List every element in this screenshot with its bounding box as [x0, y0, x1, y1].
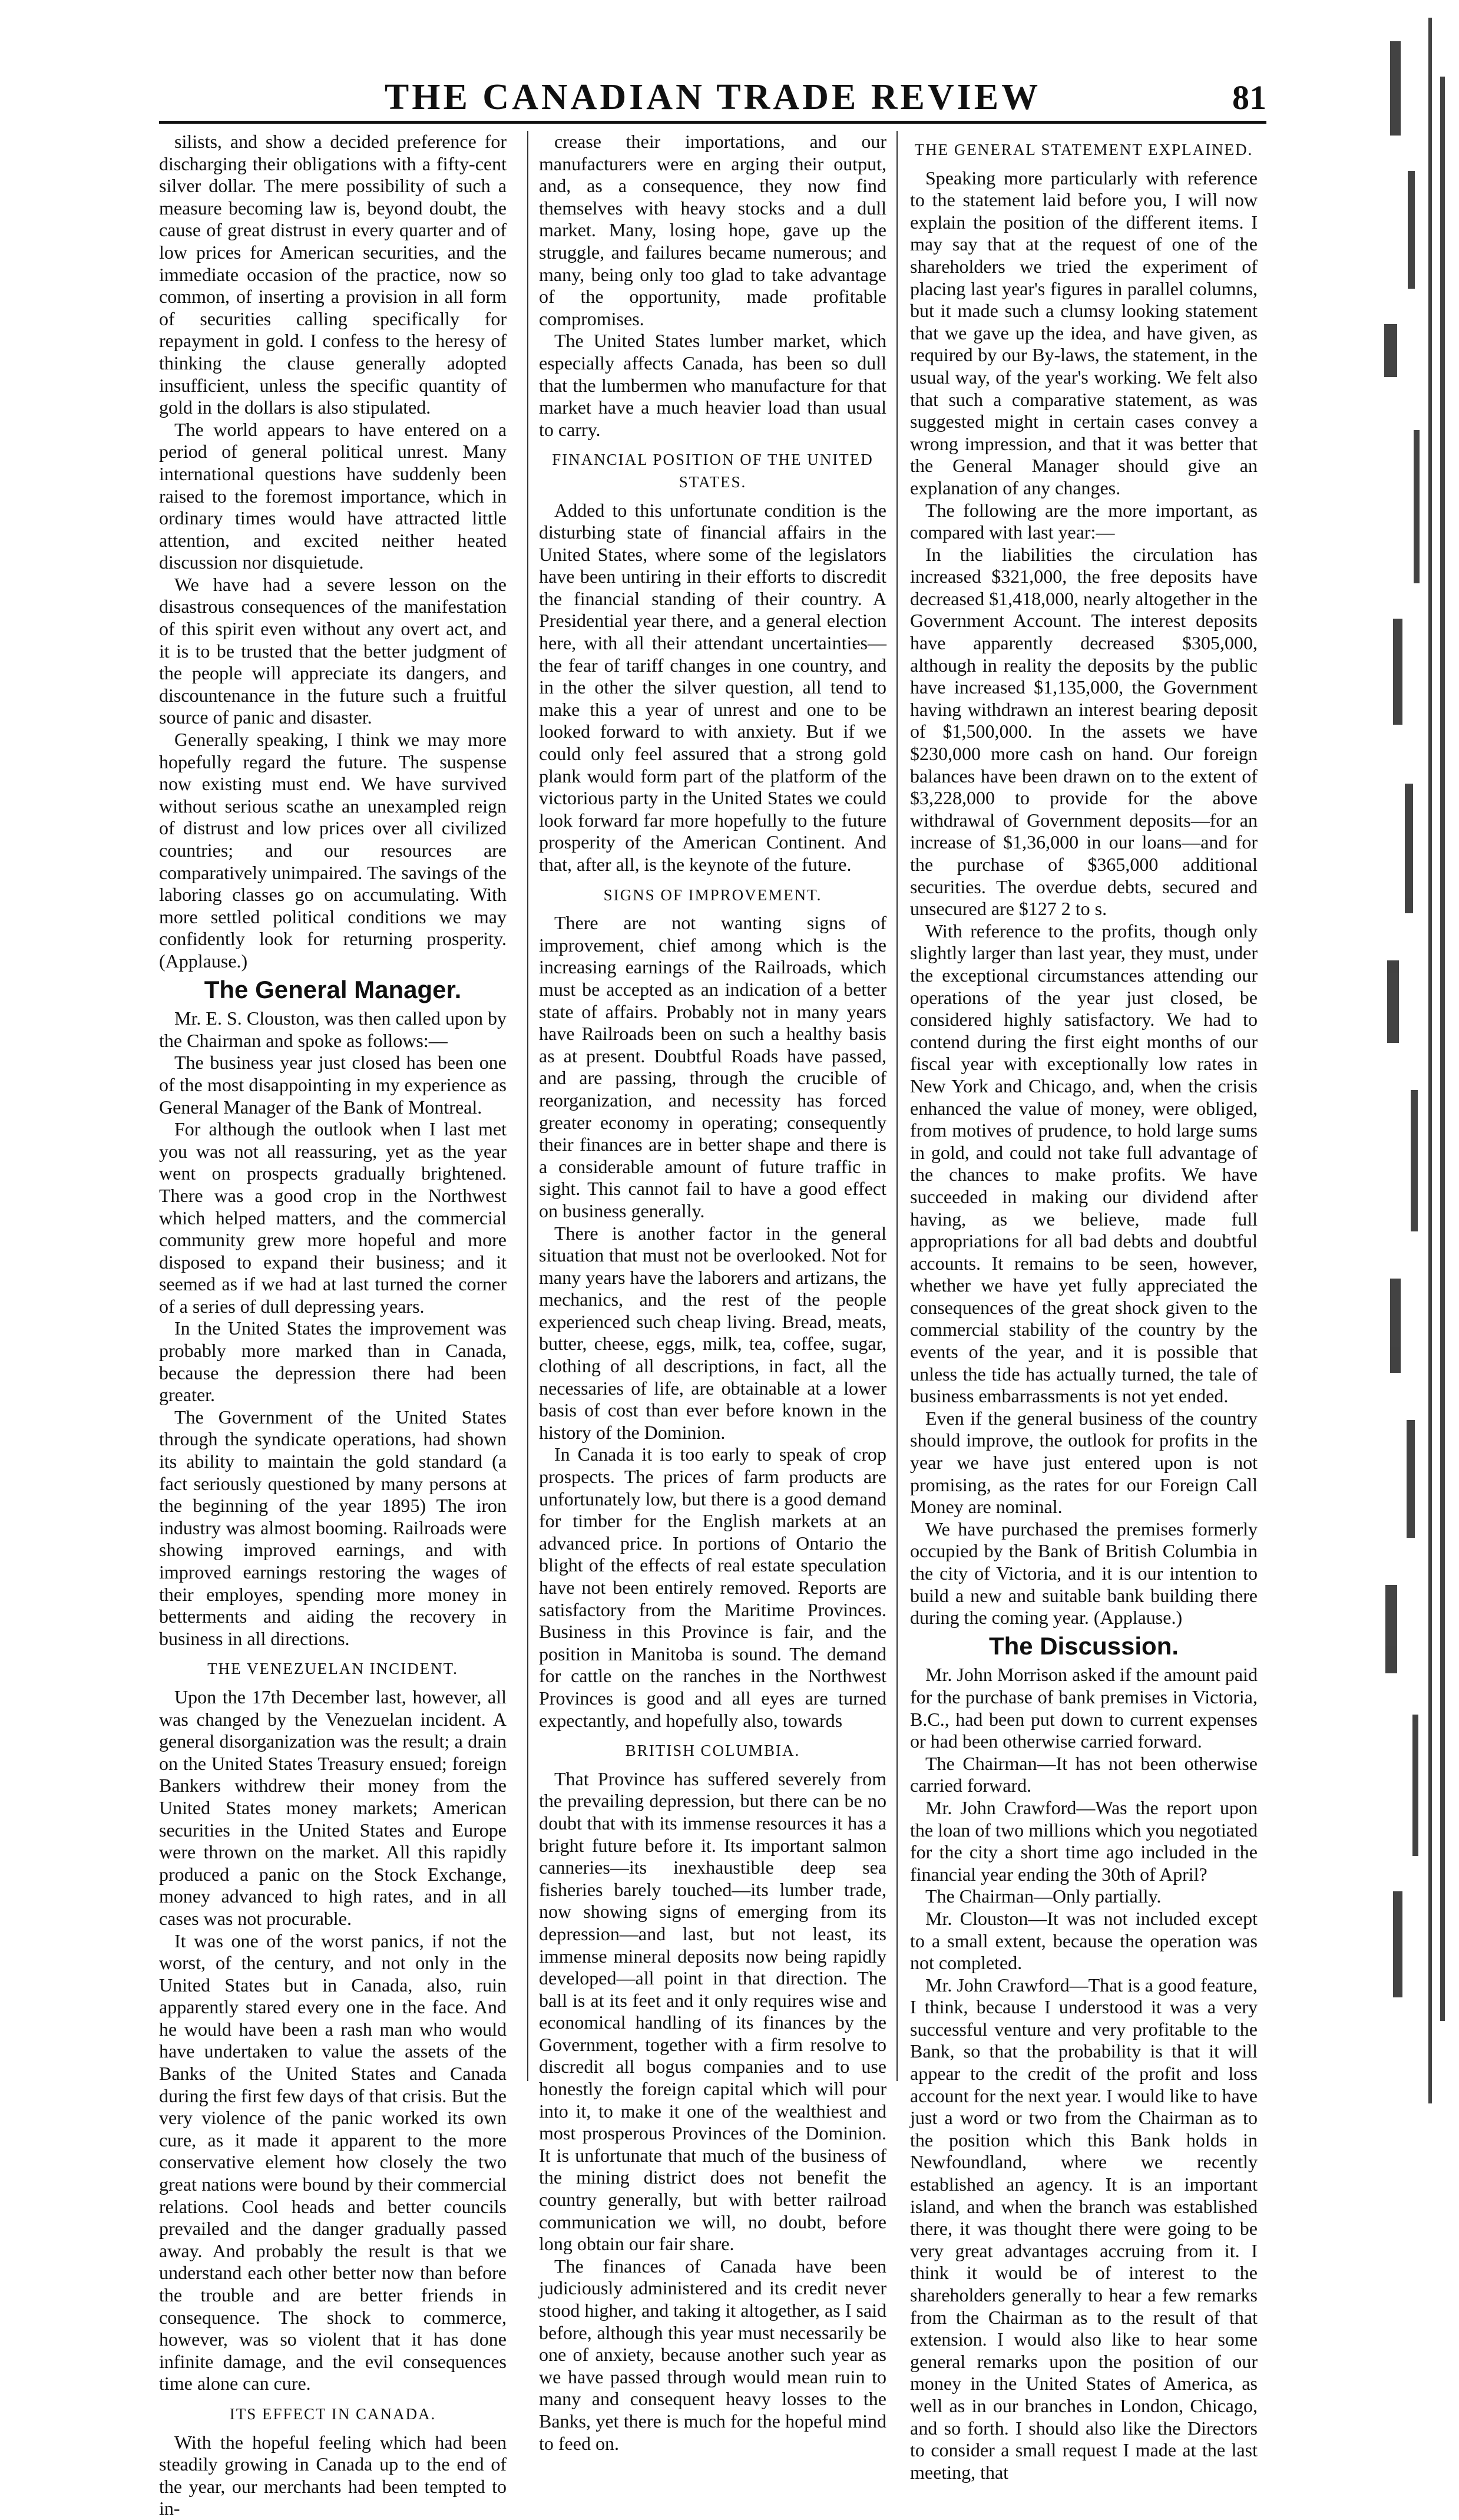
column-divider [527, 131, 528, 2081]
body-paragraph: With the hopeful feeling which had been steadily growing in Canada up to the end of the year, our merchants had been tempted to in- [159, 2431, 507, 2519]
scan-edge-artifact [1372, 18, 1459, 2103]
body-paragraph: We have purchased the premises formerly occupied by the Bank of British Columbia in the city of Victoria, and it is our intention to build a new and suitable bank building there during the coming year. (Applause.) [910, 1518, 1258, 1629]
body-paragraph: There are not wanting signs of improvement, chief among which is the increasing earnings of the Railroads, which must be accepted as an indication of a better state of affairs. Probably not in many years have Railroads been on such a healthy basis as at present. Doubtful Roads have passed, and are passing, through the crucible of reorganization, and necessity has forced greater economy in operating; consequently their finances are in better shape and there is a considerable amount of future traffic in sight. This cannot fail to have a good effect on business generally. [539, 912, 886, 1221]
body-paragraph: Speaking more particularly with reference to the statement laid before you, I will now explain the position of the different items. I may say that at the request of one of the shareholders we tried the experiment of placing last year's figures in parallel columns, but it made such a clumsy looking statement that we gave up the idea, and have given, as required by our By-laws, the statement, in the usual way, of the year's working. We felt also that such a comparative statement, as was suggested might in certain cases convey a wrong impression, and that it was better that the General Manager should give an explanation of any changes. [910, 167, 1258, 498]
section-subheading: ITS EFFECT IN CANADA. [229, 2405, 436, 2423]
body-paragraph: Mr. E. S. Clouston, was then called upon by the Chairman and spoke as follows:— [159, 1008, 507, 1051]
body-paragraph: Upon the 17th December last, however, all was changed by the Venezuelan incident. A general disorganization was the result; a drain on the United States Treasury ensued; foreign Bankers withdrew their money from the United States money markets; American securities in the United States and Europe were thrown on the market. All this rapidly produced a panic on the Stock Exchange, money advanced to high rates, and in all cases was not procurable. [159, 1686, 507, 1929]
section-heading: The Discussion. [988, 1631, 1179, 1660]
body-paragraph: With reference to the profits, though only slightly larger than last year, they must, under the exceptional circumstances attending our operations of the year just closed, be considered highly satisfactory. We had to contend during the first eight months of our fiscal year with exceptionally low rates in New York and Chicago, and, when the crisis enhanced the value of money, were obliged, from motives of prudence, to hold large sums in gold, and could not take full advantage of the chances to make profits. We have succeeded in making our dividend after having, as we believe, made full appropriations for all bad debts and doubtful accounts. It remains to be seen, however, whether we have yet fully appreciated the consequences of the great shock given to the commercial stability of the country by the events of the year, and it is possible that unless the tide has actually turned, the tale of business embarrassments is not yet ended. [910, 920, 1258, 1407]
body-paragraph: The Government of the United States through the syndicate operations, had shown its ability to maintain the gold standard (a fact seriously questioned by many persons at the beginning of the year 1895) The iron industry was almost booming. Railroads were showing improved earnings, and with improved earnings restoring the wages of their employes, spending more money in betterments and aiding the recovery in business in all directions. [159, 1406, 507, 1649]
body-paragraph: The world appears to have entered on a period of general political unrest. Many international questions have suddenly been raised to the foremost importance, which in ordinary times would have attracted little attention, and excited neither heated discussion nor disquietude. [159, 418, 507, 573]
body-paragraph: The United States lumber market, which especially affects Canada, has been so dull that the lumbermen who manufacture for that market have a much heavier load than usual to carry. [539, 330, 886, 440]
page-number: 81 [1232, 78, 1266, 117]
body-paragraph: It was one of the worst panics, if not the worst, of the century, and not only in the United States but in Canada, also, ruin apparently stared every one in the face. And he would have been a rash man who would have undertaken to value the assets of the Banks of the United States and Canada during the first few days of that crisis. But the very violence of the panic worked its own cure, as it made it apparent to the more conservative element how closely the two great nations were bound by their commercial relations. Cool heads and better councils prevailed and the danger gradually passed away. And probably the result is that we understand each other better now than before the trouble and are better friends in consequence. The shock to commerce, however, was so violent that it has done infinite damage, and the evil consequences time alone can cure. [159, 1930, 507, 2395]
body-paragraph: Mr. John Morrison asked if the amount paid for the purchase of bank premises in Victoria, B.C., had been put down to current expenses or had been otherwise carried forward. [910, 1664, 1258, 1752]
header-rule [159, 121, 1266, 124]
body-paragraph: In the United States the improvement was probably more marked than in Canada, because the depression there had been greater. [159, 1317, 507, 1406]
body-paragraph: In the liabilities the circulation has increased $321,000, the free deposits have decreased $1,418,000, nearly altogether in the Government Account. The interest deposits have apparently decreased $305,000, although in reality the deposits by the public have increased $1,135,000, the Government having withdrawn an interest bearing deposit of $1,500,000. In the assets we have $230,000 more cash on hand. Our foreign balances have been drawn on to the extent of $3,228,000 to provide for the above withdrawal of Government deposits—for an increase of $1,36,000 in our loans—and for the purchase of $365,000 additional securities. The overdue debts, secured and unsecured are $127 2 to s. [910, 543, 1258, 920]
publication-title: THE CANADIAN TRADE REVIEW [384, 77, 1041, 117]
body-paragraph: Mr. Clouston—It was not included except to a small extent, because the operation was not completed. [910, 1907, 1258, 1974]
body-paragraph: The following are the more important, as compared with last year:— [910, 499, 1258, 543]
section-subheading: BRITISH COLUMBIA. [625, 1742, 800, 1760]
body-paragraph: The Chairman—Only partially. [925, 1885, 1162, 1907]
section-subheading: FINANCIAL POSITION OF THE UNITED STATES. [552, 451, 874, 491]
body-paragraph: crease their importations, and our manufacturers were en arging their output, and, as a consequence, they now find themselves with heavy stocks and a dull market. Many, losing hope, gave up the struggle, and failures became numerous; and many, being only too glad to take advantage of the opportunity, made profitable compromises. [539, 131, 886, 329]
text-column-1 [159, 131, 507, 2519]
section-subheading: THE GENERAL STATEMENT EXPLAINED. [914, 141, 1253, 158]
section-subheading: SIGNS OF IMPROVEMENT. [603, 886, 822, 904]
body-paragraph: Generally speaking, I think we may more hopefully regard the future. The suspense now existing must end. We have survived without serious scathe an unexampled reign of distrust and low prices over all civilized countries; and our resources are comparatively unimpaired. The savings of the laboring classes go on accumulating. With more settled political conditions we may confidently look for returning prosperity. (Applause.) [159, 729, 507, 972]
column-divider [896, 131, 898, 2081]
body-paragraph: There is another factor in the general situation that must not be overlooked. Not for many years have the laborers and artizans, the mechanics, and the rest of the people experienced such cheap living. Bread, meats, butter, cheese, eggs, milk, tea, coffee, sugar, clothing of all descriptions, in fact, all the necessaries of life, are obtainable at a lower basis of cost than ever before known in the history of the Dominion. [539, 1222, 886, 1443]
text-column-3 [910, 131, 1258, 2483]
body-paragraph: In Canada it is too early to speak of crop prospects. The prices of farm products are unfortunately low, but there is a good demand for timber for the English markets at an advanced price. In portions of Ontario the blight of the effects of real estate speculation have not been entirely removed. Reports are satisfactory from the Maritime Provinces. Business in this Province is fair, and the position in Manitoba is sound. The demand for cattle on the ranches in the Northwest Provinces is good and all eyes are turned expectantly, and hopefully also, towards [539, 1444, 886, 1731]
body-paragraph: Mr. John Crawford—Was the report upon the loan of two millions which you negotiated for the city a short time ago included in the financial year ending the 30th of April? [910, 1796, 1258, 1885]
body-paragraph: The Chairman—It has not been otherwise carried forward. [910, 1752, 1258, 1796]
page-header [159, 70, 1266, 117]
body-paragraph: Added to this unfortunate condition is the disturbing state of financial affairs in the United States, where some of the legislators have been untiring in their efforts to discredit the financial standing of their country. A Presidential year there, and a general election here, with all their attendant uncertainties—the fear of tariff changes in one country, and in the other the silver question, all tend to make this a year of unrest and one to be looked forward to with anxiety. But if we could only feel assured that a strong gold plank would form part of the platform of the victorious party in the United States we could look forward far more hopefully to the future prosperity of the American Continent. And that, after all, is the keynote of the future. [539, 499, 886, 875]
text-column-2 [539, 131, 886, 2454]
section-heading: The General Manager. [204, 975, 462, 1003]
body-paragraph: Even if the general business of the country should improve, the outlook for profits in the year we have just entered upon is not promising, as the rates for our Foreign Call Money are nominal. [910, 1407, 1258, 1518]
body-paragraph: silists, and show a decided preference for discharging their obligations with a fifty-cent silver dollar. The mere possibility of such a measure becoming law is, beyond doubt, the cause of great distrust in every quarter and of low prices for American securities, and the immediate occasion of the practice, now so common, of inserting a provision in all form of securities calling specifically for repayment in gold. I confess to the heresy of thinking the clause generally adopted insufficient, unless the specific quantity of gold in the dollars is also stipulated. [159, 131, 507, 418]
section-subheading: THE VENEZUELAN INCIDENT. [207, 1660, 458, 1678]
body-paragraph: The business year just closed has been one of the most disappointing in my experience as General Manager of the Bank of Montreal. [159, 1052, 507, 1118]
body-paragraph: That Province has suffered severely from the prevailing depression, but there can be no doubt that with its immense resources it has a bright future before it. Its important salmon canneries—its inexhaustible deep sea fisheries barely touched—its lumber trade, now showing signs of emerging from its depression—and last, but not least, its immense mineral deposits now being rapidly developed—all point in that direction. The ball is at its feet and it only requires wise and economical handling of its finances by the Government, together with a firm resolve to discredit all bogus companies and to use honestly the foreign capital which will pour into it, to make it one of the wealthiest and most prosperous Provinces of the Dominion. It is unfortunate that much of the business of the mining district does not benefit the country generally, but with better railroad communication we will, no doubt, before long obtain our fair share. [539, 1768, 886, 2255]
body-paragraph: The finances of Canada have been judiciously administered and its credit never stood higher, and taking it altogether, as I said before, although this year must necessarily be one of anxiety, because another such year as we have passed through would mean ruin to many and consequent heavy losses to the Banks, yet there is much for the hopeful mind to feed on. [539, 2255, 886, 2454]
body-paragraph: Mr. John Crawford—That is a good feature, I think, because I understood it was a very successful venture and very profitable to the Bank, so that the probability is that it will appear to the credit of the profit and loss account for the next year. I would like to have just a word or two from the Chairman as to the position which this Bank holds in Newfoundland, where we recently established an agency. It is an important island, and when the branch was established there, it was thought there were going to be very great advantages accruing from it. I think it would be of interest to the shareholders generally to hear a few remarks from the Chairman as to the result of that extension. I would also like to hear some general remarks upon the position of our money in the United States of America, as well as in our branches in London, Chicago, and so forth. I should also like the Directors to consider a small request I made at the last meeting, that [910, 1974, 1258, 2483]
body-paragraph: For although the outlook when I last met you was not all reassuring, yet as the year went on prospects gradually brightened. There was a good crop in the Northwest which helped matters, and the commercial community grew more hopeful and more disposed to expand their business; and it seemed as if we had at last turned the corner of a series of dull depressing years. [159, 1118, 507, 1317]
body-paragraph: We have had a severe lesson on the disastrous consequences of the manifestation of this spirit even without any overt act, and it is to be trusted that the better judgment of the people will appreciate its dangers, and discountenance in the future such a fruitful source of panic and disaster. [159, 573, 507, 728]
